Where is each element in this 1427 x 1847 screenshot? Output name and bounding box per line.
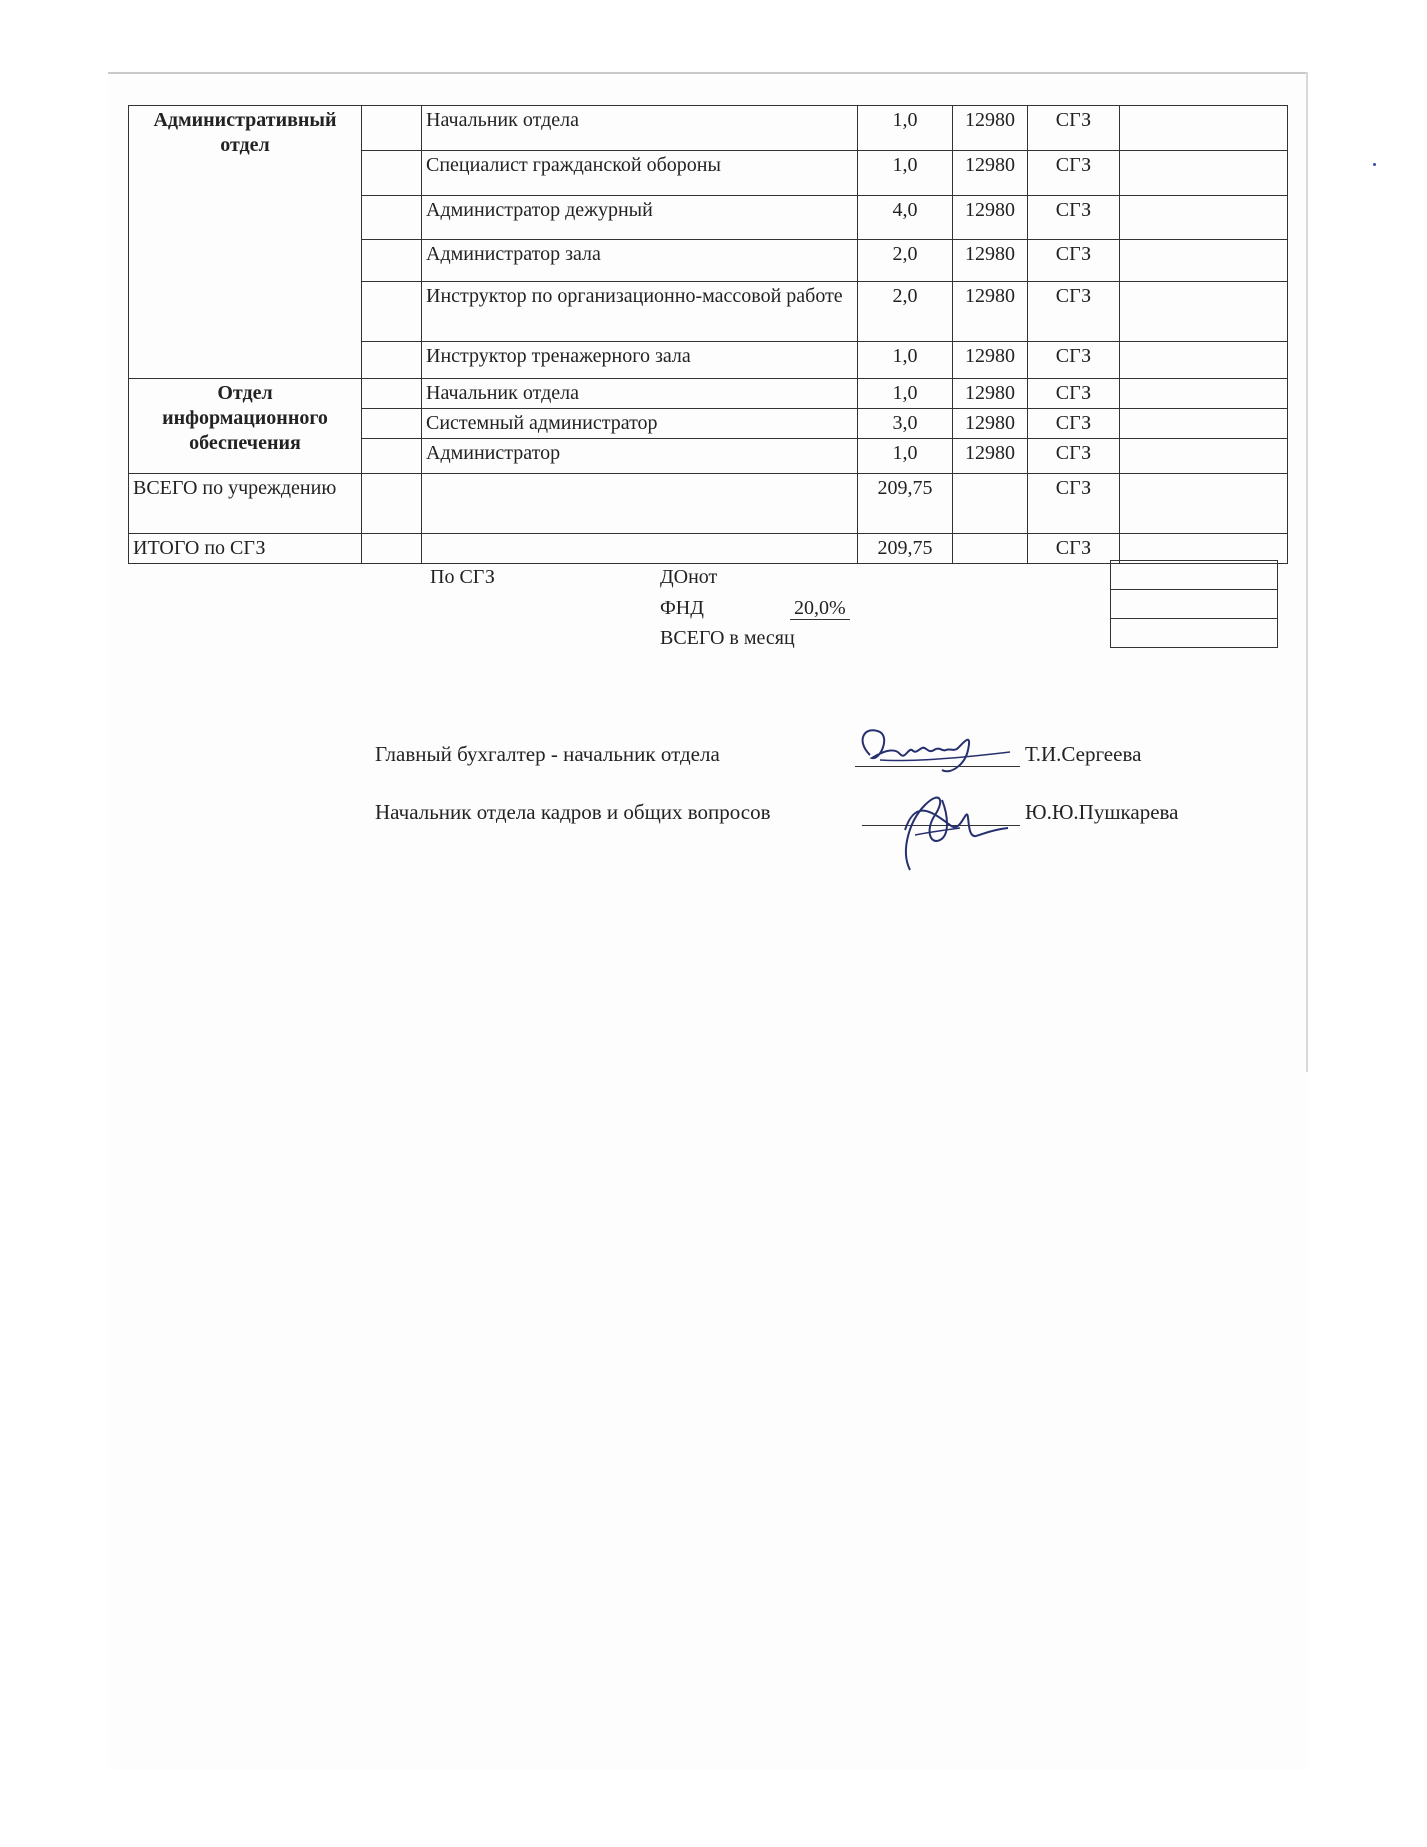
empty-cell xyxy=(362,282,422,342)
salary-cell: 12980 xyxy=(953,379,1028,409)
position-cell: Начальник отдела xyxy=(422,379,858,409)
salary-cell: 12980 xyxy=(953,240,1028,282)
position-cell: Инструктор тренажерного зала xyxy=(422,342,858,379)
empty-cell xyxy=(1120,379,1288,409)
total-units: 209,75 xyxy=(858,474,953,534)
position-cell: Начальник отдела xyxy=(422,106,858,151)
empty-cell xyxy=(362,151,422,196)
dept-cell: Административный отдел xyxy=(129,106,362,379)
source-cell: СГЗ xyxy=(1028,439,1120,474)
position-cell: Администратор дежурный xyxy=(422,196,858,240)
empty-cell xyxy=(362,106,422,151)
position-cell: Администратор зала xyxy=(422,240,858,282)
units-cell: 1,0 xyxy=(858,151,953,196)
empty-cell xyxy=(1120,196,1288,240)
salary-cell: 12980 xyxy=(953,282,1028,342)
source-cell: СГЗ xyxy=(1028,342,1120,379)
donot-value-cell xyxy=(1111,561,1278,590)
table-row xyxy=(129,106,1288,151)
source-cell: СГЗ xyxy=(1028,379,1120,409)
empty-cell xyxy=(953,474,1028,534)
signer-title: Главный бухгалтер - начальник отдела xyxy=(375,742,720,766)
source-cell: СГЗ xyxy=(1028,240,1120,282)
donot-label: ДОнот xyxy=(660,566,718,588)
ink-speck xyxy=(1373,163,1376,166)
units-cell: 1,0 xyxy=(858,439,953,474)
empty-cell xyxy=(422,534,858,564)
position-cell: Администратор xyxy=(422,439,858,474)
source-cell: СГЗ xyxy=(1028,196,1120,240)
units-cell: 1,0 xyxy=(858,342,953,379)
signer-name: Ю.Ю.Пушкарева xyxy=(1025,800,1179,824)
salary-cell: 12980 xyxy=(953,439,1028,474)
salary-cell: 12980 xyxy=(953,409,1028,439)
empty-cell xyxy=(362,474,422,534)
empty-cell xyxy=(362,379,422,409)
empty-cell xyxy=(362,196,422,240)
units-cell: 2,0 xyxy=(858,240,953,282)
units-cell: 1,0 xyxy=(858,379,953,409)
units-cell: 4,0 xyxy=(858,196,953,240)
signer-title: Начальник отдела кадров и общих вопросов xyxy=(375,800,771,824)
month-value-cell xyxy=(1111,619,1278,648)
fnd-label: ФНД xyxy=(660,597,704,619)
units-cell: 2,0 xyxy=(858,282,953,342)
total-label: ВСЕГО по учреждению xyxy=(129,474,362,534)
empty-cell xyxy=(1120,439,1288,474)
total-row xyxy=(129,474,1288,534)
total-source: СГЗ xyxy=(1028,474,1120,534)
dept-cell: Отдел информационного обеспечения xyxy=(129,379,362,474)
sheet-top-edge xyxy=(108,72,1308,74)
empty-cell xyxy=(1120,534,1288,564)
position-cell: Специалист гражданской обороны xyxy=(422,151,858,196)
position-cell: Инструктор по организационно-массовой работе xyxy=(422,282,858,342)
total-row xyxy=(129,534,1288,564)
signer-name: Т.И.Сергеева xyxy=(1025,742,1142,766)
source-cell: СГЗ xyxy=(1028,106,1120,151)
empty-cell xyxy=(1120,409,1288,439)
empty-cell xyxy=(1120,342,1288,379)
source-cell: СГЗ xyxy=(1028,151,1120,196)
empty-cell xyxy=(422,474,858,534)
source-cell: СГЗ xyxy=(1028,282,1120,342)
position-cell: Системный администратор xyxy=(422,409,858,439)
total-label: ИТОГО по СГЗ xyxy=(129,534,362,564)
empty-cell xyxy=(953,534,1028,564)
empty-cell xyxy=(1120,240,1288,282)
empty-cell xyxy=(1120,282,1288,342)
fnd-value: 20,0% xyxy=(790,597,850,620)
empty-cell xyxy=(362,534,422,564)
summary-box xyxy=(1110,560,1278,648)
empty-cell xyxy=(1120,151,1288,196)
signature-pushkareva xyxy=(870,770,1020,880)
sheet-right-edge xyxy=(1306,72,1308,1072)
units-cell: 3,0 xyxy=(858,409,953,439)
empty-cell xyxy=(362,342,422,379)
salary-cell: 12980 xyxy=(953,342,1028,379)
fnd-value-cell xyxy=(1111,590,1278,619)
salary-cell: 12980 xyxy=(953,151,1028,196)
staff-table xyxy=(128,105,1288,564)
empty-cell xyxy=(1120,474,1288,534)
source-cell: СГЗ xyxy=(1028,409,1120,439)
table-row xyxy=(129,379,1288,409)
empty-cell xyxy=(362,409,422,439)
units-cell: 1,0 xyxy=(858,106,953,151)
empty-cell xyxy=(362,439,422,474)
month-total-label: ВСЕГО в месяц xyxy=(660,627,795,649)
empty-cell xyxy=(362,240,422,282)
total-units: 209,75 xyxy=(858,534,953,564)
by-sgz-label: По СГЗ xyxy=(430,566,495,588)
empty-cell xyxy=(1120,106,1288,151)
salary-cell: 12980 xyxy=(953,106,1028,151)
total-source: СГЗ xyxy=(1028,534,1120,564)
salary-cell: 12980 xyxy=(953,196,1028,240)
